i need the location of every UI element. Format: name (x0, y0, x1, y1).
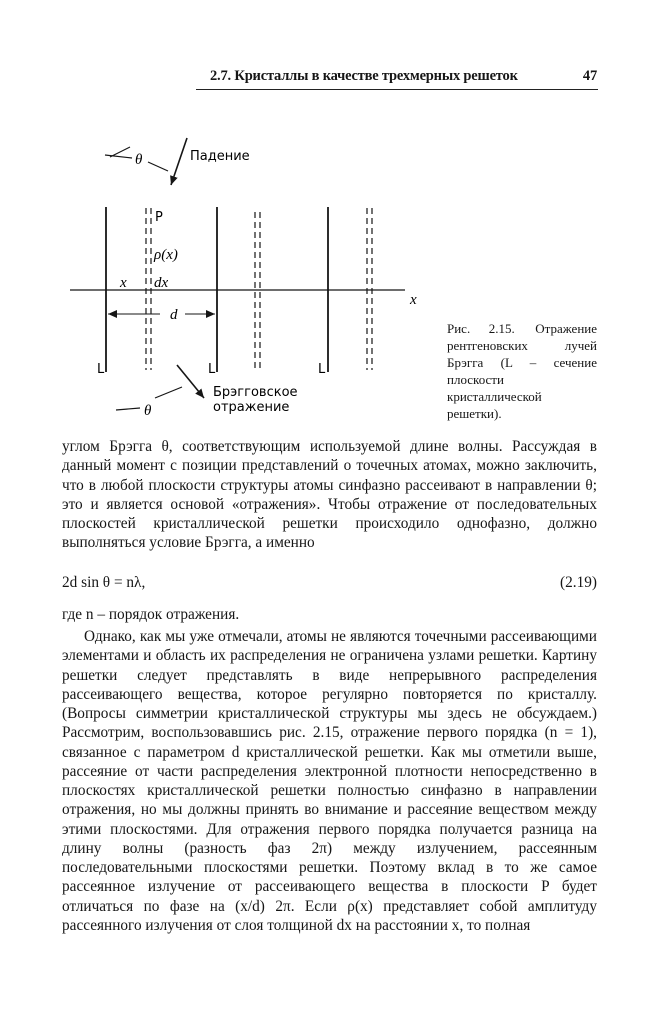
theta-top-line (105, 155, 132, 158)
figure-caption (447, 320, 597, 422)
bragg-formula (62, 574, 597, 594)
running-title: 2.7. Кристаллы в качестве трехмерных решеток (210, 68, 518, 84)
plane-P-label: P (155, 210, 163, 225)
L2-label: L (208, 362, 216, 377)
reflected-ray (155, 387, 182, 398)
d-label: d (170, 307, 178, 323)
x-axis-label: x (410, 292, 417, 308)
x-left-label: x (120, 275, 127, 291)
theta-top-line2 (148, 162, 168, 171)
caption-text: Отражение рентгеновских лучей Брэгга (L – сечение плоскости кристаллической решетки). (447, 321, 597, 421)
caption-number: Рис. 2.15. (447, 321, 515, 336)
L1-label: L (97, 362, 105, 377)
dashed-plane-3 (367, 208, 372, 370)
dx-label: dx (154, 275, 169, 291)
page-number: 47 (582, 68, 597, 84)
theta-bottom-label: θ (144, 403, 152, 419)
rho-label: ρ(x) (154, 247, 178, 263)
paragraph-1: углом Брэгга θ, соответствующим используемой длине волны. Рассуждая в данный момент с позиции представлений о точечных атомах, можно заключить, что в любой плоскости структуры атомы синфазно рассеивают в направлении θ; это и является основой «отражения». Чтобы отражение от последовательных плоскостей кристаллической решетки происходило однофазно, должно выполняться условие Брэгга, а именно (62, 438, 597, 552)
paragraph-3: Однако, как мы уже отмечали, атомы не являются точечными рассеивающими элементами и область их распределения не ограничена узлами решетки. Картину решетки следует представлять в виде непрерывного распределения рассеивающего вещества, которое регулярно повторяется по кристаллу. (Вопросы симметрии кристаллической структуры мы здесь не обсуждаем.) Рассмотрим, воспользовавшись рис. 2.15, отражение первого порядка (n = 1), связанное с параметром d кристаллической решетки. Как мы отметили выше, рассеяние от части распределения электронной плотности непосредственно в плоскостях кристаллической решетки полностью синфазно в направлении отражения, но мы должны принять во внимание и рассеяние веществом между этими плоскостями. Для отражения первого порядка получается разница на длину волны (разность фаз 2π) между излучением, рассеянным последовательными плоскостями решетки. Поэтому вклад в то же самое рассеянное излучение от рассеивающего вещества в плоскости P будет отличаться по фазе на (x/d) 2π. Если ρ(x) представляет собой амплитуду рассеянного излучения от слоя толщиной dx на расстоянии x, то полная (62, 628, 597, 934)
bragg-label-line2: отражение (213, 400, 290, 415)
bragg-figure (60, 130, 440, 420)
incidence-label: Падение (190, 149, 250, 164)
incident-arrow (171, 138, 187, 185)
dashed-plane-P (146, 208, 151, 370)
theta-top-label: θ (135, 152, 143, 168)
theta-bottom-line (116, 408, 140, 410)
bragg-label-line1: Брэгговское (213, 385, 298, 400)
header-rule (196, 89, 598, 90)
L3-label: L (318, 362, 326, 377)
reflected-arrow (177, 365, 204, 398)
formula-expression: 2d sin θ = nλ, (62, 574, 146, 591)
dashed-plane-2 (255, 212, 260, 370)
formula-number: (2.19) (560, 574, 597, 591)
paragraph-2: где n – порядок отражения. (62, 606, 240, 623)
